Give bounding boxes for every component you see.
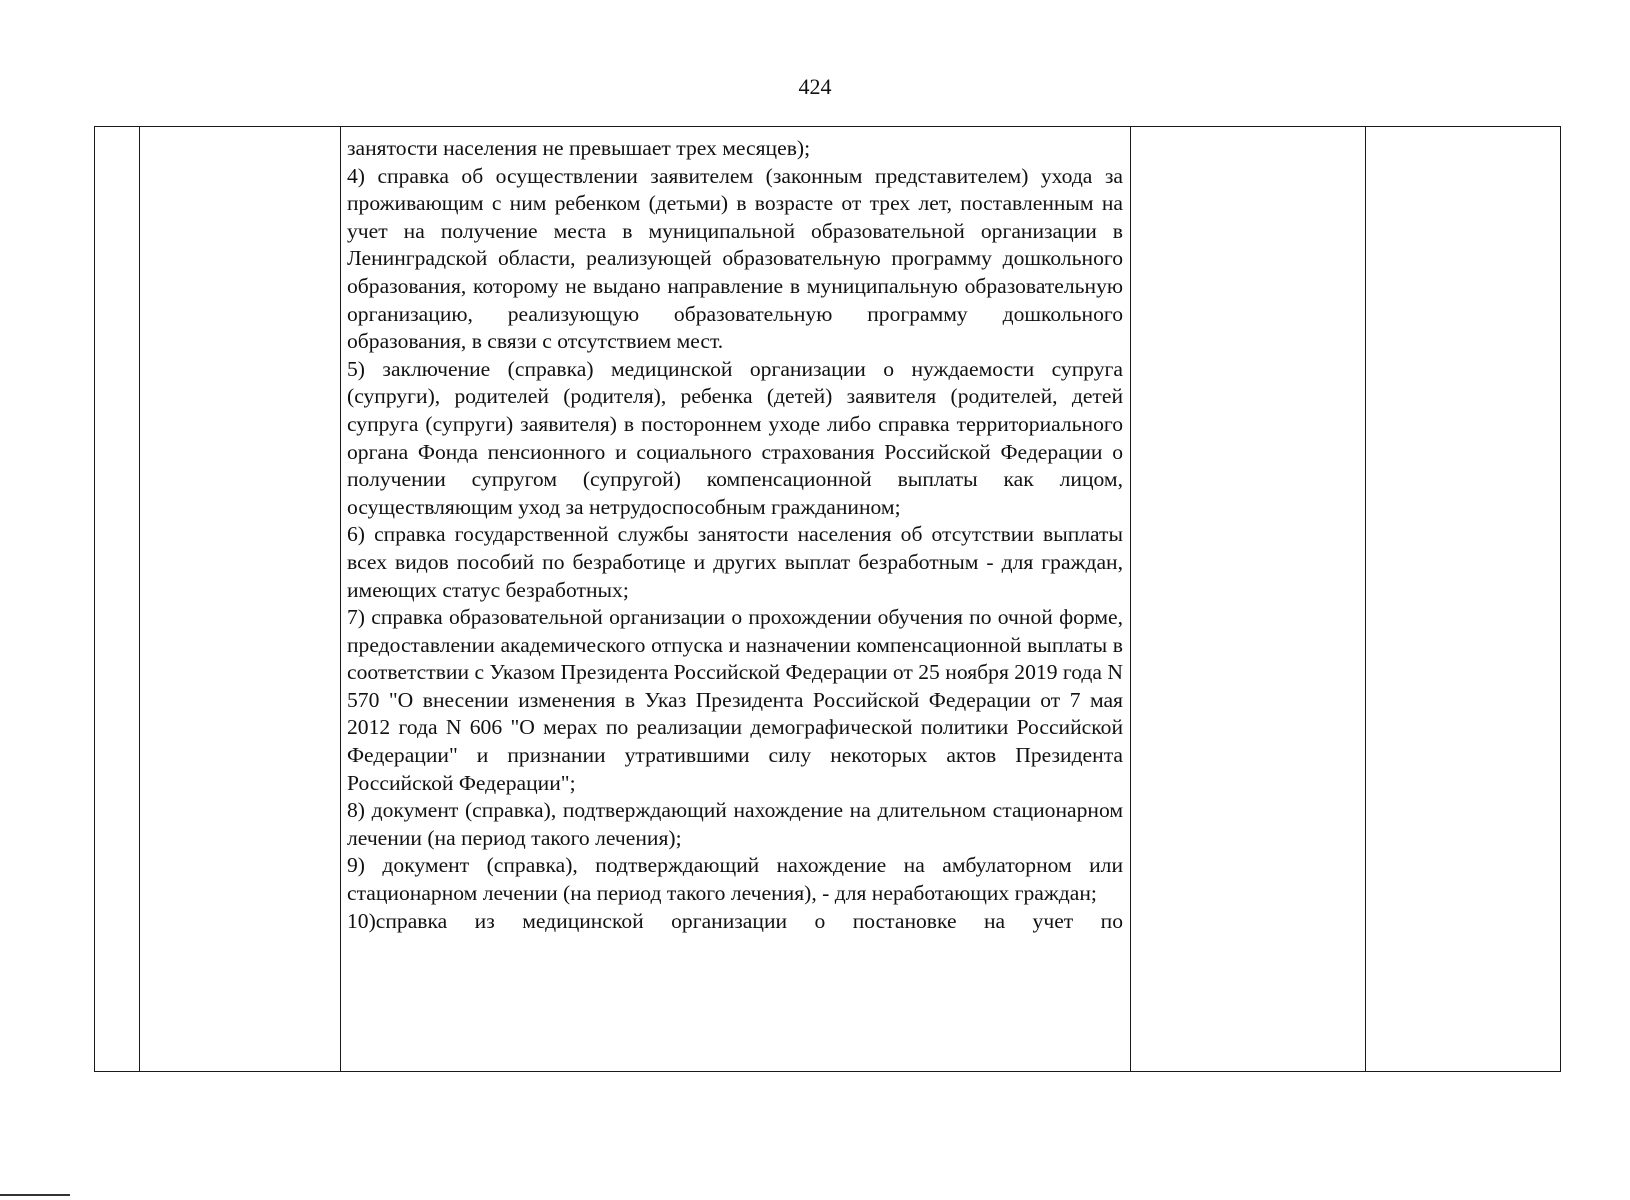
table-cell-empty xyxy=(1366,127,1561,1072)
document-paragraph: 10)справка из медицинской организации о постановке на учет по xyxy=(347,908,1123,933)
document-paragraph: 5) заключение (справка) медицинской организации о нуждаемости супруга (супруги), родителей (родителя), ребенка (детей) заявителя (родителей, детей супруга (супруги) заявителя) в постороннем уходе либо справка территориального органа Фонда пенсионного и социального страхования Российской Федерации о получении супругом (супругой) компенсационной выплаты как лицом, осуществляющим уход за нетрудоспособным гражданином; xyxy=(347,356,1123,519)
document-paragraph: 4) справка об осуществлении заявителем (законным представителем) ухода за проживающим с ним ребенком (детьми) в возрасте от трех лет, поставленным на учет на получение места в муниципальной образовательной организации в Ленинградской области, реализующей образовательную программу дошкольного образования, которому не выдано направление в муниципальную образовательную организацию, реализующую образовательную программу дошкольного образования, в связи с отсутствием мест. xyxy=(347,163,1123,354)
table-cell-documents xyxy=(341,127,1131,1072)
document-paragraph: 7) справка образовательной организации о прохождении обучения по очной форме, предоставлении академического отпуска и назначении компенсационной выплаты в соответствии с Указом Президента Российской Федерации от 25 ноября 2019 года N 570 "О внесении изменения в Указ Президента Российской Федерации от 7 мая 2012 года N 606 "О мерах по реализации демографической политики Российской Федерации" и признании утратившими силу некоторых актов Президента Российской Федерации"; xyxy=(347,605,1123,795)
page-number: 424 xyxy=(798,74,832,99)
document-table xyxy=(94,126,1561,1072)
table-cell-empty xyxy=(1131,127,1366,1072)
document-paragraph: 9) документ (справка), подтверждающий нахождение на амбулаторном или стационарном лечении (на период такого лечения), - для неработающих граждан; xyxy=(347,853,1123,906)
document-paragraph: занятости населения не превышает трех месяцев); xyxy=(347,136,811,160)
table-cell-number xyxy=(95,127,140,1072)
table-row xyxy=(95,127,1561,1072)
scan-edge-line xyxy=(0,1194,70,1196)
table-cell-name xyxy=(140,127,341,1072)
document-paragraph: 8) документ (справка), подтверждающий нахождение на длительном стационарном лечении (на период такого лечения); xyxy=(347,798,1123,850)
document-paragraph: 6) справка государственной службы занятости населения об отсутствии выплаты всех видов пособий по безработице и других выплат безработным - для граждан, имеющих статус безработных; xyxy=(347,522,1123,602)
